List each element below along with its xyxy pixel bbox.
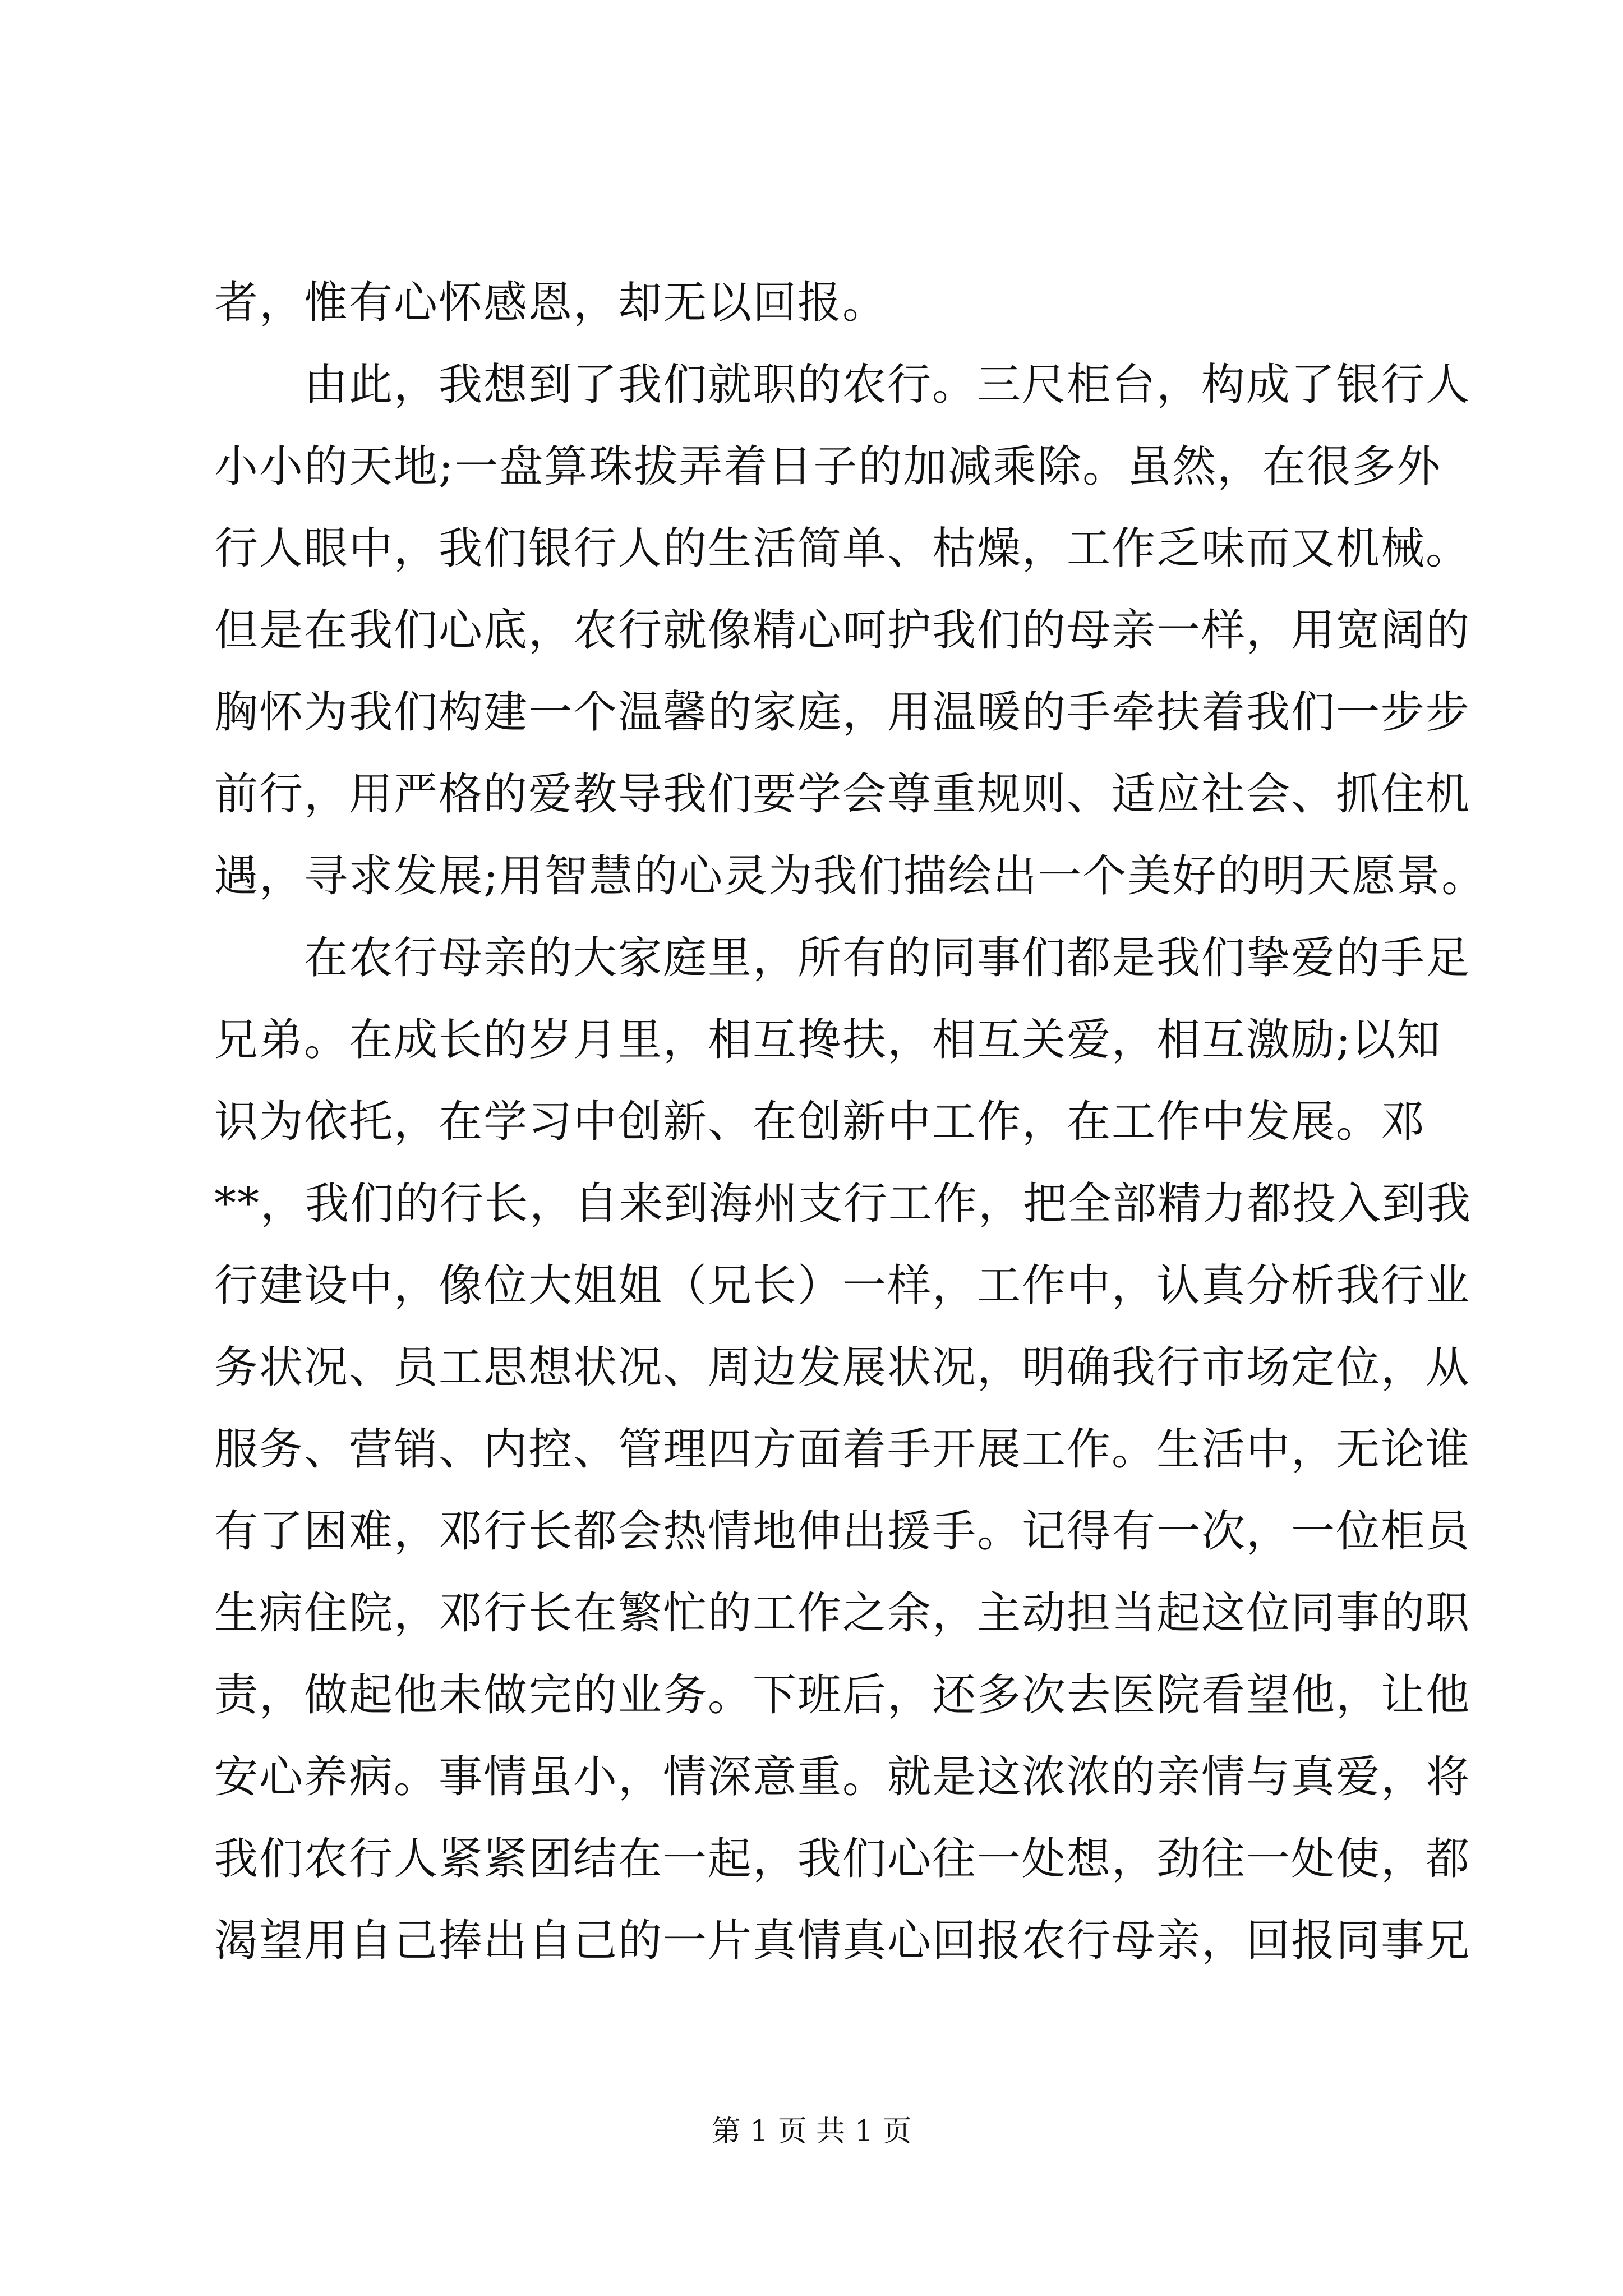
text-line: 有了困难，邓行长都会热情地伸出援手。记得有一次，一位柜员	[214, 1506, 1471, 1557]
text-line: 识为依托，在学习中创新、在创新中工作，在工作中发展。邓	[214, 1097, 1426, 1147]
text-line: 由此，我想到了我们就职的农行。三尺柜台，构成了银行人	[214, 360, 1471, 410]
text-line: 者，惟有心怀感恩，却无以回报。	[214, 278, 888, 328]
text-line: 务状况、员工思想状况、周边发展状况，明确我行市场定位，从	[214, 1342, 1471, 1393]
text-line: 行建设中，像位大姐姐（兄长）一样，工作中，认真分析我行业	[214, 1260, 1471, 1311]
text-line: 行人眼中，我们银行人的生活简单、枯燥，工作乏味而又机械。	[214, 523, 1471, 574]
text-line: 安心养病。事情虽小，情深意重。就是这浓浓的亲情与真爱，将	[214, 1752, 1471, 1802]
text-line: 生病住院，邓行长在繁忙的工作之余，主动担当起这位同事的职	[214, 1588, 1471, 1639]
text-line: **，我们的行长，自来到海州支行工作，把全部精力都投入到我	[214, 1179, 1472, 1229]
text-line: 兄弟。在成长的岁月里，相互搀扶，相互关爱，相互激励;以知	[214, 1015, 1442, 1065]
page-number-footer: 第 1 页 共 1 页	[711, 2115, 912, 2148]
text-line: 遇，寻求发展;用智慧的心灵为我们描绘出一个美好的明天愿景。	[214, 851, 1487, 901]
text-line: 责，做起他未做完的业务。下班后，还多次去医院看望他，让他	[214, 1670, 1471, 1720]
text-line: 胸怀为我们构建一个温馨的家庭，用温暖的手牵扶着我们一步步	[214, 687, 1471, 738]
text-line: 我们农行人紧紧团结在一起，我们心往一处想，劲往一处使，都	[214, 1834, 1471, 1884]
text-line: 服务、营销、内控、管理四方面着手开展工作。生活中，无论谁	[214, 1424, 1471, 1475]
text-line: 前行，用严格的爱教导我们要学会尊重规则、适应社会、抓住机	[214, 769, 1471, 820]
text-line: 在农行母亲的大家庭里，所有的同事们都是我们挚爱的手足	[214, 933, 1471, 983]
text-line: 小小的天地;一盘算珠拔弄着日子的加减乘除。虽然，在很多外	[214, 441, 1442, 492]
text-line: 渴望用自己捧出自己的一片真情真心回报农行母亲，回报同事兄	[214, 1916, 1471, 1966]
text-line: 但是在我们心底，农行就像精心呵护我们的母亲一样，用宽阔的	[214, 605, 1471, 656]
